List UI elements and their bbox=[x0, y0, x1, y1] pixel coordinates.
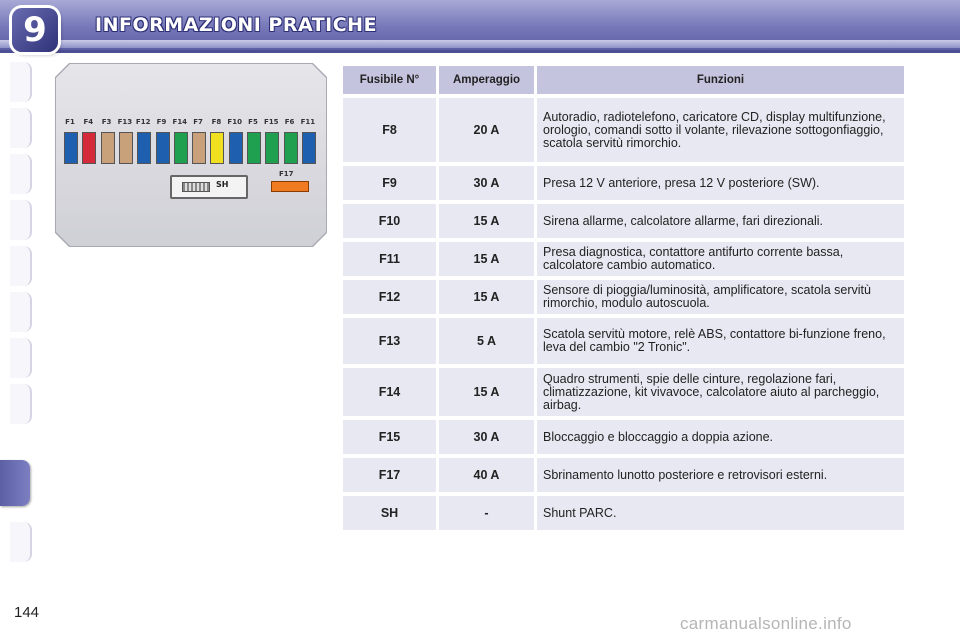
table-row bbox=[343, 204, 904, 238]
function-cell: Bloccaggio e bloccaggio a doppia azione. bbox=[537, 420, 904, 454]
chapter-tab[interactable] bbox=[10, 154, 32, 194]
table-row bbox=[343, 318, 904, 364]
fuse bbox=[64, 132, 78, 164]
function-cell: Shunt PARC. bbox=[537, 496, 904, 530]
shunt-slot bbox=[182, 182, 210, 192]
fuse-number-cell: F10 bbox=[343, 204, 439, 238]
function-cell: Autoradio, radiotelefono, caricatore CD, display multifunzione, orologio, comandi sotto il volante, rilevazione sottogonfiaggio, scatola servitù rimorchio. bbox=[537, 98, 904, 162]
fuse-label: F5 bbox=[248, 118, 258, 126]
fuse-label: F11 bbox=[300, 118, 316, 126]
chapter-header bbox=[0, 0, 960, 53]
amperage-cell: 15 A bbox=[439, 280, 537, 314]
amperage-cell: - bbox=[439, 496, 537, 530]
fuse-label: F7 bbox=[193, 118, 203, 126]
fuse bbox=[265, 132, 279, 164]
fuse-number-cell: F9 bbox=[343, 166, 439, 200]
fuse-label: F4 bbox=[83, 118, 94, 126]
fuse-number-cell: F14 bbox=[343, 368, 439, 416]
fuse-label: F9 bbox=[156, 118, 167, 126]
fuse bbox=[137, 132, 151, 164]
function-cell: Sbrinamento lunotto posteriore e retrovisori esterni. bbox=[537, 458, 904, 492]
fuse-label: F6 bbox=[284, 118, 295, 126]
fuse-label: F3 bbox=[101, 118, 112, 126]
fuse-number-cell: F15 bbox=[343, 420, 439, 454]
table-row bbox=[343, 280, 904, 314]
fuse-labels bbox=[62, 118, 324, 130]
chapter-number-badge: 9 bbox=[12, 8, 58, 52]
table-row bbox=[343, 98, 904, 162]
watermark: carmanualsonline.info bbox=[680, 614, 852, 633]
fuse-number-cell: F13 bbox=[343, 318, 439, 364]
fuse bbox=[302, 132, 316, 164]
header-fuse-number: Fusibile N° bbox=[343, 66, 439, 94]
amperage-cell: 20 A bbox=[439, 98, 537, 162]
fuse-number-cell: F8 bbox=[343, 98, 439, 162]
fuse-number-cell: F11 bbox=[343, 242, 439, 276]
fuse-label: F15 bbox=[264, 118, 279, 126]
chapter-tab-active[interactable] bbox=[0, 460, 30, 506]
function-cell: Quadro strumenti, spie delle cinture, regolazione fari, climatizzazione, kit vivavoce, calcolatore aiuto al parcheggio, airbag. bbox=[537, 368, 904, 416]
amperage-cell: 30 A bbox=[439, 166, 537, 200]
fuse-label: F13 bbox=[117, 118, 133, 126]
page-number: 144 bbox=[14, 604, 40, 621]
fuse-f17 bbox=[271, 181, 309, 192]
chapter-tab[interactable] bbox=[10, 338, 32, 378]
amperage-cell: 30 A bbox=[439, 420, 537, 454]
fuse-label: F12 bbox=[135, 118, 151, 126]
function-cell: Presa diagnostica, contattore antifurto corrente bassa, calcolatore cambio automatico. bbox=[537, 242, 904, 276]
amperage-cell: 40 A bbox=[439, 458, 537, 492]
chapter-tab[interactable] bbox=[10, 108, 32, 148]
fuse-number-cell: F12 bbox=[343, 280, 439, 314]
table-row bbox=[343, 166, 904, 200]
fuse bbox=[101, 132, 115, 164]
chapter-tab[interactable] bbox=[10, 246, 32, 286]
function-cell: Sirena allarme, calcolatore allarme, fari direzionali. bbox=[537, 204, 904, 238]
amperage-cell: 5 A bbox=[439, 318, 537, 364]
fuse-label: F10 bbox=[227, 118, 242, 126]
table-row bbox=[343, 242, 904, 276]
fuse-label: F8 bbox=[211, 118, 222, 126]
fuse-label: F14 bbox=[172, 118, 188, 126]
fuse-table bbox=[343, 62, 904, 534]
fuse bbox=[119, 132, 133, 164]
amperage-cell: 15 A bbox=[439, 368, 537, 416]
fuse bbox=[247, 132, 261, 164]
fuse-f17-label: F17 bbox=[279, 170, 294, 178]
fuse bbox=[284, 132, 298, 164]
header-stripe bbox=[0, 40, 960, 48]
function-cell: Scatola servitù motore, relè ABS, contattore bi-funzione freno, leva del cambio "2 Tronic". bbox=[537, 318, 904, 364]
fuse bbox=[156, 132, 170, 164]
table-row bbox=[343, 420, 904, 454]
table-row bbox=[343, 458, 904, 492]
chapter-title: INFORMAZIONI PRATICHE bbox=[95, 14, 378, 36]
shunt-box bbox=[170, 175, 248, 199]
chapter-tab[interactable] bbox=[10, 62, 32, 102]
chapter-tab[interactable] bbox=[10, 292, 32, 332]
chapter-tabs bbox=[0, 62, 34, 582]
chapter-tab[interactable] bbox=[10, 384, 32, 424]
fuse bbox=[210, 132, 224, 164]
fuse bbox=[229, 132, 243, 164]
fuse-number-cell: SH bbox=[343, 496, 439, 530]
fuse-number-cell: F17 bbox=[343, 458, 439, 492]
fuse bbox=[82, 132, 96, 164]
chapter-tab[interactable] bbox=[10, 522, 32, 562]
shunt-label: SH bbox=[216, 180, 229, 189]
fuse bbox=[174, 132, 188, 164]
function-cell: Presa 12 V anteriore, presa 12 V posteriore (SW). bbox=[537, 166, 904, 200]
fuse-label: F1 bbox=[65, 118, 75, 126]
function-cell: Sensore di pioggia/luminosità, amplificatore, scatola servitù rimorchio, modulo autoscuola. bbox=[537, 280, 904, 314]
header-functions: Funzioni bbox=[537, 66, 904, 94]
header-amperage: Amperaggio bbox=[439, 66, 537, 94]
fuse-table-body bbox=[343, 98, 904, 530]
amperage-cell: 15 A bbox=[439, 242, 537, 276]
table-row bbox=[343, 496, 904, 530]
amperage-cell: 15 A bbox=[439, 204, 537, 238]
table-row bbox=[343, 368, 904, 416]
fuse bbox=[192, 132, 206, 164]
chapter-tab[interactable] bbox=[10, 200, 32, 240]
table-header-row bbox=[343, 66, 904, 94]
